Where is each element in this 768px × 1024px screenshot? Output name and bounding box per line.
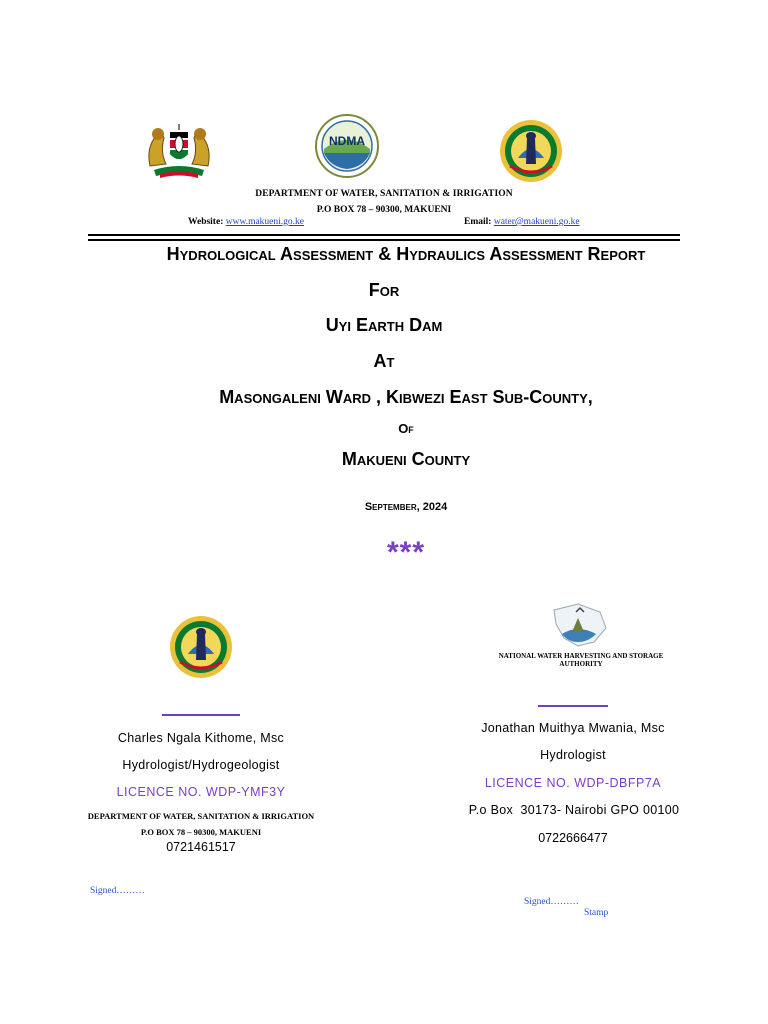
header-website [188,217,304,227]
title-at: At [373,351,395,371]
header-pobox: P.O BOX 78 – 90300, MAKUENI [316,205,452,215]
makueni-county-logo [498,118,564,184]
left-signed-line: Signed……… [90,886,145,896]
title-county: Makueni County [341,449,471,469]
header-department: DEPARTMENT OF WATER, SANITATION & IRRIGATION [255,189,513,199]
title-for: For [368,280,400,300]
left-signatory-pobox: P.O BOX 78 – 90300, MAKUENI [140,827,262,837]
left-signatory-department: DEPARTMENT OF WATER, SANITATION & IRRIGATION [87,811,315,821]
report-title: Hydrological Assessment & Hydraulics Assessment Report [166,244,646,264]
ndma-logo-text: NDMA [329,134,365,148]
left-signature-line [162,714,240,716]
stamp-label: Stamp [584,908,609,918]
title-dam-name: Uyi Earth Dam [325,315,443,335]
left-signatory-licence: LICENCE NO. WDP-YMF3Y [116,785,286,799]
email-label: Email: [464,217,492,227]
right-signature-line [538,705,608,707]
nwhsa-logo [548,602,614,648]
left-signatory-name: Charles Ngala Kithome, Msc [117,731,285,745]
kenya-coat-of-arms-logo [144,118,214,182]
right-signatory-name: Jonathan Muithya Mwania, Msc [481,721,665,735]
title-of: Of [398,421,414,436]
nwhsa-authority-name: NATIONAL WATER HARVESTING AND STORAGE AUTHORITY [498,652,664,668]
report-date: September, 2024 [364,501,448,513]
right-signatory-licence: LICENCE NO. WDP-DBFP7A [484,776,662,790]
decorative-stars: *** [386,536,426,569]
header-email [464,217,580,227]
right-signed-line: Signed……… [524,897,579,907]
right-signatory-phone: 0722666477 [538,831,608,845]
right-signatory-address: P.o Box 30173- Nairobi GPO 00100 [468,803,680,817]
title-location: Masongaleni Ward , Kibwezi East Sub-County, [219,387,593,407]
website-label: Website: [188,217,224,227]
right-signatory-role: Hydrologist [540,748,606,762]
ndma-logo [314,113,380,179]
header-divider-bottom [88,239,680,241]
website-link[interactable]: www.makueni.go.ke [225,217,305,227]
email-link[interactable]: water@makueni.go.ke [493,217,580,227]
header-divider-top [88,234,680,236]
makueni-county-logo-bottom [168,614,234,680]
left-signatory-role: Hydrologist/Hydrogeologist [122,758,280,772]
left-signatory-phone: 0721461517 [166,840,236,854]
